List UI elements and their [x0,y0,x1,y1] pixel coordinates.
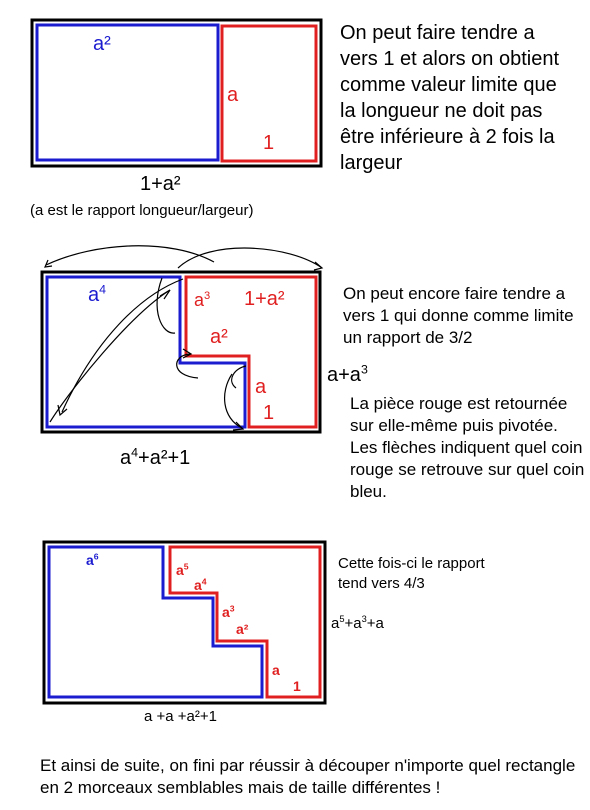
label-a3-red: $a^3$ [194,290,211,310]
text-section-2-top: On peut encore faire tendre a vers 1 qui donne comme limite un rapport de 3/2 [343,284,574,347]
blue-piece-1 [37,25,218,160]
right-label-3: $a^5+a^3+a$ [331,614,384,632]
label-a4-blue: $a^4$ [88,282,107,306]
label-1-red: 1 [263,132,275,154]
text-section-1: On peut faire tendre a vers 1 et alors on obtient comme valeur limite que la longueur ne doit pas être inférieure à 2 fois la largeur [340,22,560,174]
label-a-red-3: a [272,662,280,678]
ratio-note: (a est le rapport longueur/largeur) [30,202,254,219]
label-a6-blue: $a^6$ [86,551,99,568]
label-1-red-3: 1 [293,678,301,694]
label-a4-red: $a^4$ [194,576,207,593]
label-a5-red: $a^5$ [176,561,189,578]
label-a2-red: a² [210,326,228,348]
bottom-label-3: a +a +a²+1 [144,708,217,725]
label-a-red-2: a [255,376,267,398]
text-section-2-bottom: La pièce rouge est retournée sur elle-même puis pivotée. Les flèches indiquent quel coin rouge se retrouve sur quel coin bleu. [350,394,585,501]
label-a-red: a [227,84,239,106]
label-a-squared-blue: a² [93,33,111,55]
label-a3-red-3: $a^3$ [222,603,235,620]
label-a2-red-3: a² [236,621,249,637]
outer-rectangle-1 [32,20,321,166]
label-1-plus-a2-red: 1+a² [244,288,285,310]
footer-text: Et ainsi de suite, on fini par réussir à découper n'importe quel rectangle en 2 morceaux semblables mais de taille différentes ! [40,756,576,797]
blue-piece-3 [49,547,262,697]
text-section-3: Cette fois-ci le rapport tend vers 4/3 [338,555,485,592]
bottom-label-2: $a^4+a^2+1$ [120,445,191,469]
label-1-red-2: 1 [263,402,275,424]
right-label-2: $a+a^3$ [327,362,368,386]
bottom-label-1: 1+a² [140,173,181,195]
